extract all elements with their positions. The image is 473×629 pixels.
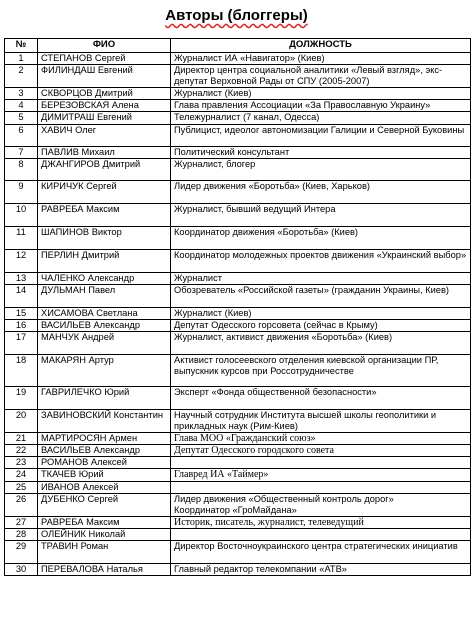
row-number: 17 (5, 331, 38, 354)
author-position: Научный сотрудник Института высшей школы геополитики и прикладных наук (Рим-Киев) (171, 409, 471, 432)
author-position: Тележурналист (7 канал, Одесса) (171, 112, 471, 124)
row-number: 16 (5, 319, 38, 331)
row-number: 21 (5, 433, 38, 445)
author-position: Историк, писатель, журналист, телеведущий (171, 516, 471, 528)
row-number: 9 (5, 180, 38, 203)
row-number: 7 (5, 146, 38, 158)
row-number: 12 (5, 249, 38, 272)
table-row (5, 354, 471, 386)
table-row (5, 445, 471, 457)
author-position: Глава правления Ассоциации «За Православную Украину» (171, 100, 471, 112)
table-row (5, 493, 471, 516)
author-position: Главный редактор телекомпании «АТВ» (171, 563, 471, 575)
author-position: Журналист, бывший ведущий Интера (171, 203, 471, 226)
author-position: Директор центра социальной аналитики «Левый взгляд», экс-депутат Верховной Рады от СПУ (2005-2007) (171, 65, 471, 88)
author-name: ВАСИЛЬЕВ Александр (38, 445, 171, 457)
table-row (5, 516, 471, 528)
row-number: 27 (5, 516, 38, 528)
author-position: Журналист (Киев) (171, 88, 471, 100)
author-name: ГАВРИЛЕЧКО Юрий (38, 386, 171, 409)
author-name: ДЖАНГИРОВ Дмитрий (38, 158, 171, 180)
table-row (5, 249, 471, 272)
author-name: КИРИЧУК Сергей (38, 180, 171, 203)
column-header-position: ДОЛЖНОСТЬ (171, 39, 471, 53)
table-row (5, 53, 471, 65)
table-row (5, 203, 471, 226)
author-position: Лидер движения «Общественный контроль дорог» Координатор «ГроМайдана» (171, 493, 471, 516)
row-number: 4 (5, 100, 38, 112)
author-name: ПЕРЕВАЛОВА Наталья (38, 563, 171, 575)
author-name: СТЕПАНОВ Сергей (38, 53, 171, 65)
authors-table (4, 38, 471, 576)
author-name: ИВАНОВ Алексей (38, 481, 171, 493)
author-position (171, 481, 471, 493)
author-name: ОЛЕЙНИК Николай (38, 528, 171, 540)
table-row (5, 319, 471, 331)
table-header-row (5, 39, 471, 53)
author-name: ПЕРЛИН Дмитрий (38, 249, 171, 272)
author-name: ТРАВИН Роман (38, 540, 171, 563)
author-position: Журналист ИА «Навигатор» (Киев) (171, 53, 471, 65)
row-number: 24 (5, 469, 38, 481)
document-title: Авторы (блоггеры) (165, 7, 308, 24)
author-name: ДУЛЬМАН Павел (38, 284, 171, 307)
author-name: ВАСИЛЬЕВ Александр (38, 319, 171, 331)
table-row (5, 65, 471, 88)
table-row (5, 88, 471, 100)
author-name: ШАПИНОВ Виктор (38, 226, 171, 249)
author-position: Координатор движения «Боротьба» (Киев) (171, 226, 471, 249)
author-position: Журналист, активист движения «Боротьба» (Киев) (171, 331, 471, 354)
author-position: Журналист (Киев) (171, 307, 471, 319)
table-row (5, 540, 471, 563)
row-number: 22 (5, 445, 38, 457)
author-position: Директор Восточноукраинского центра стратегических инициатив (171, 540, 471, 563)
author-position: Глава МОО «Гражданский союз» (171, 433, 471, 445)
table-row (5, 331, 471, 354)
row-number: 30 (5, 563, 38, 575)
table-row (5, 112, 471, 124)
author-name: ТКАЧЕВ Юрий (38, 469, 171, 481)
author-position: Депутат Одесского горсовета (сейчас в Крыму) (171, 319, 471, 331)
author-position (171, 457, 471, 469)
author-name: РОМАНОВ Алексей (38, 457, 171, 469)
author-position: Координатор молодежных проектов движения «Украинский выбор» (171, 249, 471, 272)
author-name: ХАВИЧ Олег (38, 124, 171, 146)
row-number: 19 (5, 386, 38, 409)
author-position: Активист голосеевского отделения киевской организации ПР, выпускник курсов при Россотрудничестве (171, 354, 471, 386)
table-row (5, 226, 471, 249)
author-name: СКВОРЦОВ Дмитрий (38, 88, 171, 100)
author-position: Политический консультант (171, 146, 471, 158)
table-row (5, 481, 471, 493)
row-number: 13 (5, 272, 38, 284)
row-number: 20 (5, 409, 38, 432)
author-position: Обозреватель «Российской газеты» (гражданин Украины, Киев) (171, 284, 471, 307)
author-name: ПАВЛИВ Михаил (38, 146, 171, 158)
table-row (5, 146, 471, 158)
row-number: 2 (5, 65, 38, 88)
author-name: ЧАЛЕНКО Александр (38, 272, 171, 284)
table-row (5, 272, 471, 284)
row-number: 8 (5, 158, 38, 180)
row-number: 3 (5, 88, 38, 100)
table-row (5, 409, 471, 432)
row-number: 5 (5, 112, 38, 124)
author-position: Главред ИА «Таймер» (171, 469, 471, 481)
table-row (5, 307, 471, 319)
table-row (5, 469, 471, 481)
table-row (5, 180, 471, 203)
author-name: БЕРЕЗОВСКАЯ Алена (38, 100, 171, 112)
row-number: 15 (5, 307, 38, 319)
author-name: ДУБЕНКО Сергей (38, 493, 171, 516)
table-row (5, 284, 471, 307)
table-row (5, 386, 471, 409)
author-name: МАКАРЯН Артур (38, 354, 171, 386)
author-position: Публицист, идеолог автономизации Галиции и Северной Буковины (171, 124, 471, 146)
author-name: МАНЧУК Андрей (38, 331, 171, 354)
author-name: ХИСАМОВА Светлана (38, 307, 171, 319)
column-header-name: ФИО (38, 39, 171, 53)
table-row (5, 433, 471, 445)
table-row (5, 563, 471, 575)
row-number: 23 (5, 457, 38, 469)
row-number: 25 (5, 481, 38, 493)
author-position: Лидер движения «Боротьба» (Киев, Харьков) (171, 180, 471, 203)
row-number: 18 (5, 354, 38, 386)
author-name: РАВРЕБА Максим (38, 516, 171, 528)
author-name: МАРТИРОСЯН Армен (38, 433, 171, 445)
table-row (5, 457, 471, 469)
table-row (5, 528, 471, 540)
author-name: ФИЛИНДАШ Евгений (38, 65, 171, 88)
table-row (5, 124, 471, 146)
table-row (5, 158, 471, 180)
row-number: 28 (5, 528, 38, 540)
author-position: Журналист, блогер (171, 158, 471, 180)
author-name: ДИМИТРАШ Евгений (38, 112, 171, 124)
row-number: 10 (5, 203, 38, 226)
author-position (171, 528, 471, 540)
author-position: Депутат Одесского городского совета (171, 445, 471, 457)
row-number: 6 (5, 124, 38, 146)
row-number: 29 (5, 540, 38, 563)
author-position: Журналист (171, 272, 471, 284)
row-number: 1 (5, 53, 38, 65)
author-position: Эксперт «Фонда общественной безопасности» (171, 386, 471, 409)
author-name: РАВРЕБА Максим (38, 203, 171, 226)
row-number: 26 (5, 493, 38, 516)
row-number: 14 (5, 284, 38, 307)
author-name: ЗАВИНОВСКИЙ Константин (38, 409, 171, 432)
column-header-number: № (5, 39, 38, 53)
table-row (5, 100, 471, 112)
row-number: 11 (5, 226, 38, 249)
